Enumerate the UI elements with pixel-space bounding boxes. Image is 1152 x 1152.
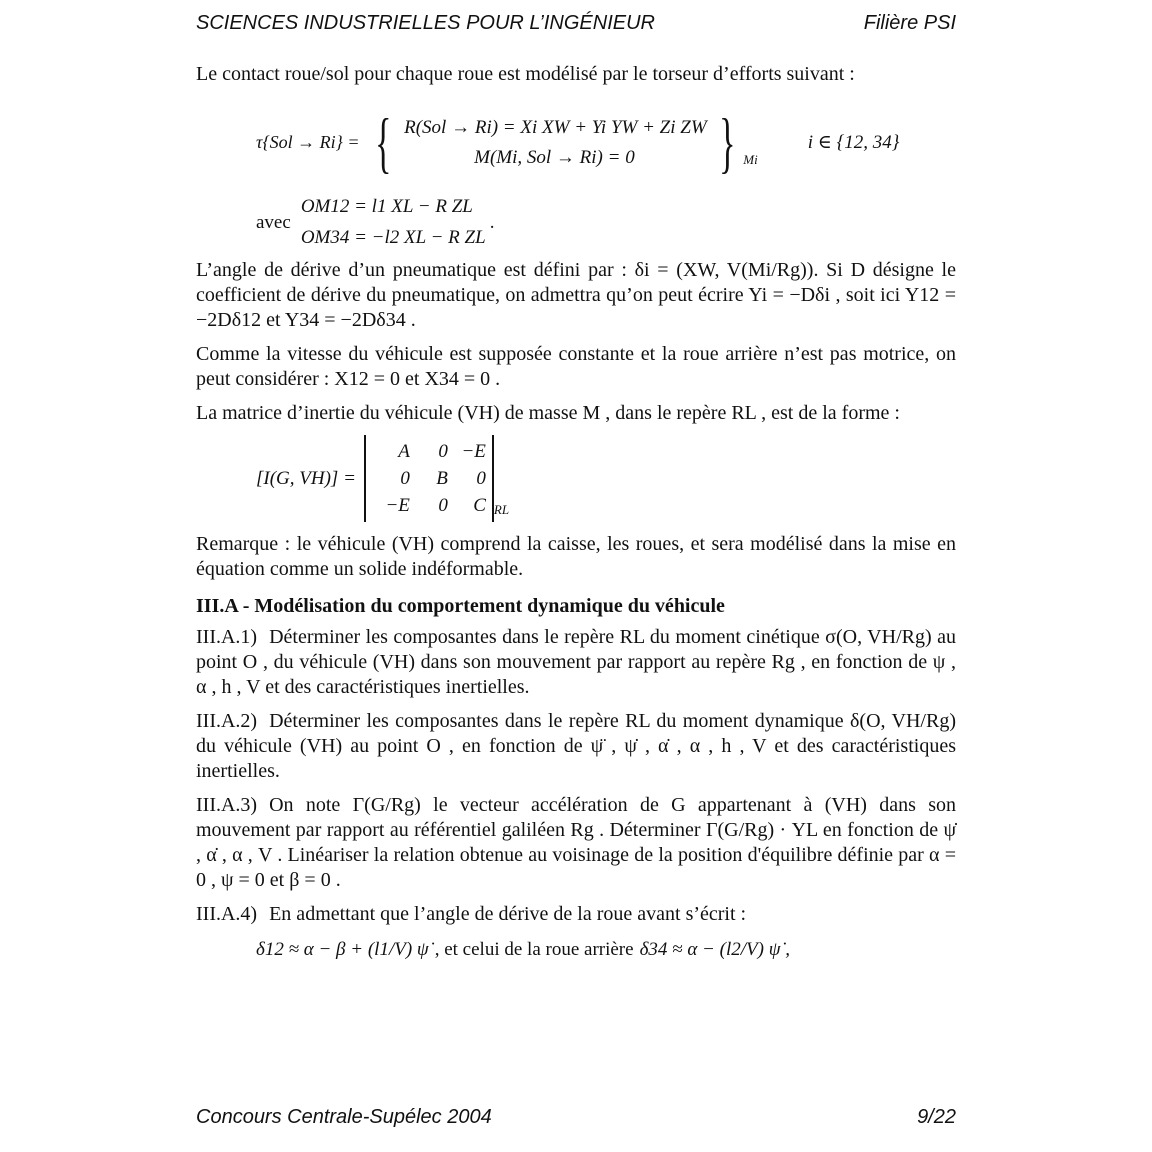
question-1-text: Déterminer les composantes dans le repère RL du moment cinétique σ(O, VH/Rg) au point O , du véhicule (VH) dans son mouvement par rapport au repère Rg , en fonction de ψ , α , h , V et des caractéristiques inertielles. [196, 626, 956, 698]
torsor-lines [400, 112, 711, 172]
matrix-subscript: RL [493, 502, 510, 517]
vitesse-paragraph: Comme la vitesse du véhicule est supposée constante et la roue arrière n’est pas motrice, on peut considérer : X12 = 0 et X34 = 0 . [196, 343, 956, 390]
header-left: SCIENCES INDUSTRIELLES POUR L’INGÉNIEUR [196, 12, 655, 34]
inertia-matrix-equation [256, 435, 956, 522]
page-header [196, 12, 956, 35]
torsor-lhs: τ{Sol → Ri} = [256, 131, 360, 152]
avec-block [256, 194, 956, 250]
right-brace: } [718, 104, 736, 180]
matrix-cell: −E [461, 441, 486, 462]
footer-left: Concours Centrale-Supélec 2004 [196, 1106, 492, 1128]
matrix-cell: −E [385, 495, 410, 516]
question-3-number: III.A.3) [196, 794, 258, 816]
torsor-line-2: M(Mi, Sol → Ri) = 0 [474, 146, 635, 168]
question-4 [196, 902, 956, 927]
avec-label: avec [256, 211, 291, 233]
final-equation [256, 937, 956, 962]
matrice-paragraph: La matrice d’inertie du véhicule (VH) de masse M , dans le repère RL , est de la forme : [196, 402, 900, 424]
inertia-matrix [364, 435, 494, 522]
matrix-cell: 0 [438, 495, 448, 516]
matrix-cell: 0 [476, 468, 486, 489]
page-number: 9/22 [917, 1106, 956, 1128]
matrix-cell: C [473, 495, 486, 516]
matrix-cell: 0 [438, 441, 448, 462]
final-eq-mid: , et celui de la roue arrière [434, 939, 634, 960]
torsor-brace [367, 104, 758, 180]
page-footer [196, 1106, 956, 1129]
question-2-number: III.A.2) [196, 710, 258, 732]
final-eq-2: δ34 ≈ α − (l2/V) ψ̇ , [639, 939, 791, 960]
avec-end: . [489, 211, 495, 233]
left-brace: { [375, 104, 392, 180]
header-right: Filière PSI [863, 12, 956, 34]
avec-eq-2: OM34 = −l2 XL − R ZL [300, 227, 486, 248]
torsor-subscript: Mi [743, 152, 758, 167]
matrix-cell: 0 [400, 468, 410, 489]
question-3 [196, 793, 956, 893]
avec-eq-1: OM12 = l1 XL − R ZL [300, 196, 473, 217]
document-body [196, 62, 956, 962]
question-1-number: III.A.1) [196, 626, 258, 648]
question-4-text: En admettant que l’angle de dérive de la roue avant s’écrit : [269, 903, 747, 925]
avec-lines [301, 194, 486, 250]
remarque-paragraph: Remarque : le véhicule (VH) comprend la caisse, les roues, et sera modélisé dans la mise en équation comme un solide indéformable. [196, 533, 956, 580]
document-page [196, 10, 956, 1140]
derive-paragraph: L’angle de dérive d’un pneumatique est défini par : δi = (XW, V(Mi/Rg)). Si D désigne le coefficient de dérive du pneumatique, on admettra qu’on peut écrire Yi = −Dδi , soit ici Y12 = −2Dδ12 et Y34 = −2Dδ34 . [196, 259, 956, 331]
matrix-lhs: [I(G, VH)] = [256, 468, 356, 489]
final-eq-1: δ12 ≈ α − β + (l1/V) ψ̇ [256, 939, 429, 960]
torsor-index: i ∈ {12, 34} [807, 131, 900, 153]
intro-paragraph: Le contact roue/sol pour chaque roue est modélisé par le torseur d’efforts suivant : [196, 63, 855, 85]
section-title: III.A - Modélisation du comportement dynamique du véhicule [196, 595, 725, 617]
question-2-text: Déterminer les composantes dans le repère RL du moment dynamique δ(O, VH/Rg) du véhicule (VH) au point O , en fonction de ψ̈ , ψ̇ , α̇ , α , h , V et des caractéristiques inertielles. [196, 710, 956, 782]
torsor-line-1: R(Sol → Ri) = Xi XW + Yi YW + Zi ZW [404, 116, 707, 138]
question-1 [196, 625, 956, 700]
torsor-equation [256, 96, 956, 188]
question-4-number: III.A.4) [196, 903, 258, 925]
question-2 [196, 709, 956, 784]
matrix-cell: A [398, 441, 410, 462]
matrix-cell: B [436, 468, 448, 489]
question-3-text: On note Γ(G/Rg) le vecteur accélération de G appartenant à (VH) dans son mouvement par rapport au référentiel galiléen Rg . Déterminer Γ(G/Rg) · YL en fonction de ψ̇ , α̇ , α , V . Linéariser la relation obtenue au voisinage de la position d'équilibre définie par α = 0 , ψ = 0 et β = 0 . [196, 794, 956, 891]
